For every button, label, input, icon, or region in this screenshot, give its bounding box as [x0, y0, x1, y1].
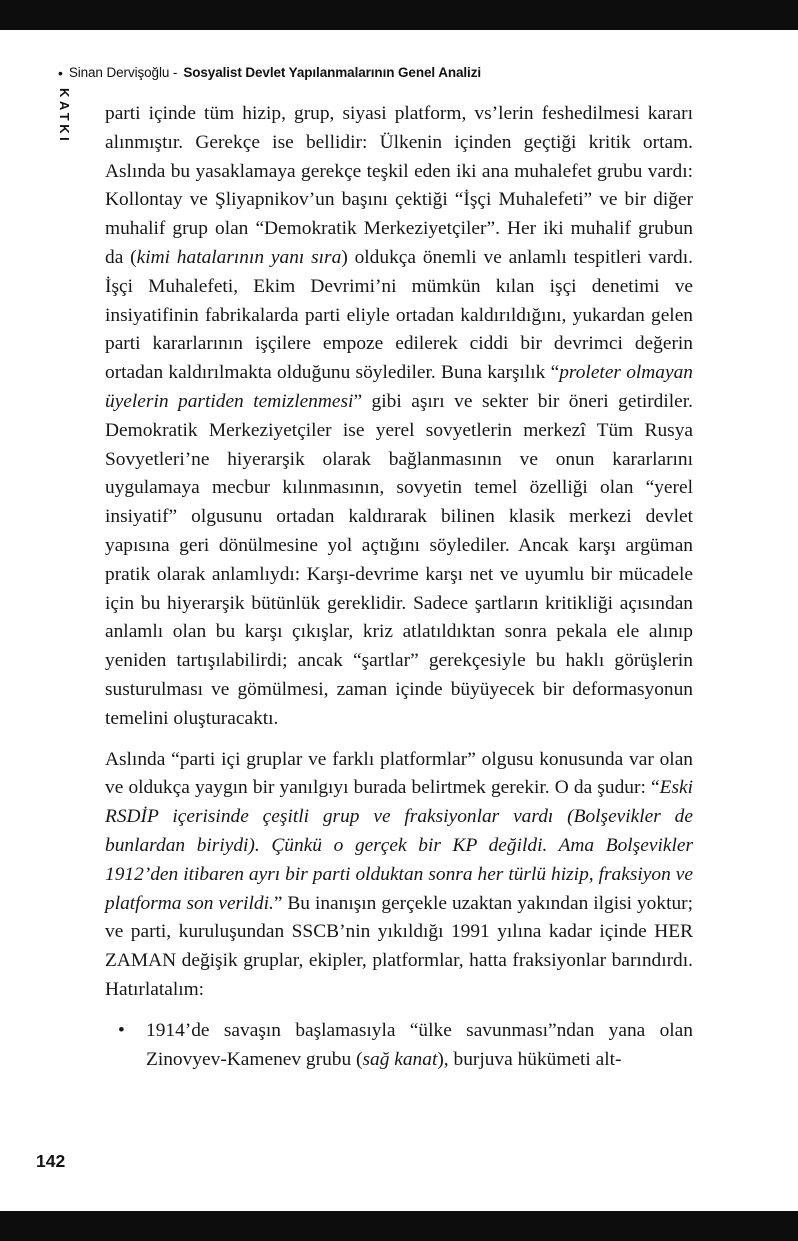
header-chapter-title: Sosyalist Devlet Yapılanmalarının Genel Analizi: [183, 65, 481, 80]
text-segment: ” Bu inanışın gerçekle uzaktan yakından ilgisi yoktur; ve parti, kuruluşundan SSCB’nin yıkıldığı 1991 yılına kadar içinde HER ZAMAN değişik gruplar, ekipler, platformlar, hatta fraksiyonlar barındırdı. Hatırlatalım:: [105, 892, 693, 1000]
text-segment: Aslında “parti içi gruplar ve farklı platformlar” olgusu konusunda var olan ve oldukça yaygın bir yanılgıyı burada belirtmek gerekir. O da şudur: “: [105, 748, 693, 799]
text-segment: ) oldukça önemli ve anlamlı tespitleri vardı. İşçi Muhalefeti, Ekim Devrimi’ni mümkün kılan işçi denetimi ve insiyatifinin fabrikalarda parti eliyle ortadan kaldırıldığını, yukardan gelen parti kararlarının işçilere empoze edilerek ciddi bir devrimci değerin ortadan kaldırılmakta olduğunu söylediler. Buna karşılık “: [105, 246, 693, 384]
running-header: [58, 64, 481, 80]
text-segment: ), burjuva hükümeti alt-: [437, 1048, 622, 1070]
bottom-black-bar: [0, 1211, 798, 1241]
side-label-katki: KATKI: [57, 88, 72, 145]
header-bullet-icon: •: [58, 65, 63, 81]
paragraph: [105, 100, 693, 734]
list-item: [105, 1017, 693, 1075]
header-author: Sinan Dervişoğlu -: [68, 65, 178, 80]
italic-text-segment: kimi hatalarının yanı sıra: [136, 246, 342, 268]
list-bullet-icon: •: [118, 1019, 125, 1041]
paragraph: [105, 746, 693, 1005]
text-segment: ” gibi aşırı ve sekter bir öneri getirdiler. Demokratik Merkeziyetçiler ise yerel sovyetlerin merkezî Tüm Rusya Sovyetleri’ne hiyerarşik olarak bağlanmasının ve onun kararlarını uygulamaya mecbur kılınmasının, sovyetin temel özelliği olan “yerel insiyatif” olgusunu ortadan kaldırarak bilinen klasik merkezi devlet yapısına geri dönülmesine yol açtığını söylediler. Ancak karşı argüman pratik olarak anlamlıydı: Karşı-devrime karşı net ve uyumlu bir mücadele için bu hiyerarşik bütünlük gereklidir. Sadece şartların kritikliği açısından anlamlı olan bu karşı çıkışlar, kriz atlatıldıktan sonra pekala ele alınıp yeniden tartışılabilirdi; ancak “şartlar” gerekçesiyle bu haklı görüşlerin susturulması ve gömülmesi, zaman içinde büyüyecek bir deformasyonun temelini oluşturacaktı.: [105, 390, 693, 729]
top-black-bar: [0, 0, 798, 30]
italic-text-segment: sağ kanat: [362, 1048, 438, 1070]
italic-text-segment: Eski RSDİP içerisinde çeşitli grup ve fraksiyonlar vardı (Bolşevikler de bunlardan biriydi). Çünkü o gerçek bir KP değildi. Ama Bolşevikler 1912’den itibaren ayrı bir parti olduktan sonra her türlü hizip, fraksiyon ve platforma son verildi.: [105, 777, 693, 914]
text-segment: 1914’de savaşın başlamasıyla “ülke savunması”ndan yana olan Zinovyev-Kamenev grubu (: [146, 1019, 693, 1070]
italic-text-segment: proleter olmayan üyelerin partiden temizlenmesi: [105, 362, 693, 412]
page-number: 142: [36, 1151, 66, 1171]
body-text: [105, 100, 693, 1074]
text-segment: parti içinde tüm hizip, grup, siyasi platform, vs’lerin feshedilmesi kararı alınmıştır. Gerekçe ise bellidir: Ülkenin içinden geçtiği kritik ortam. Aslında bu yasaklamaya gerekçe teşkil eden iki ana muhalefet grubu vardı: Kollontay ve Şliyapnikov’un başını çektiği “İşçi Muhalefeti” ve bir diğer muhalif grup olan “Demokratik Merkeziyetçiler”. Her iki muhalif grubun da (: [105, 103, 693, 268]
